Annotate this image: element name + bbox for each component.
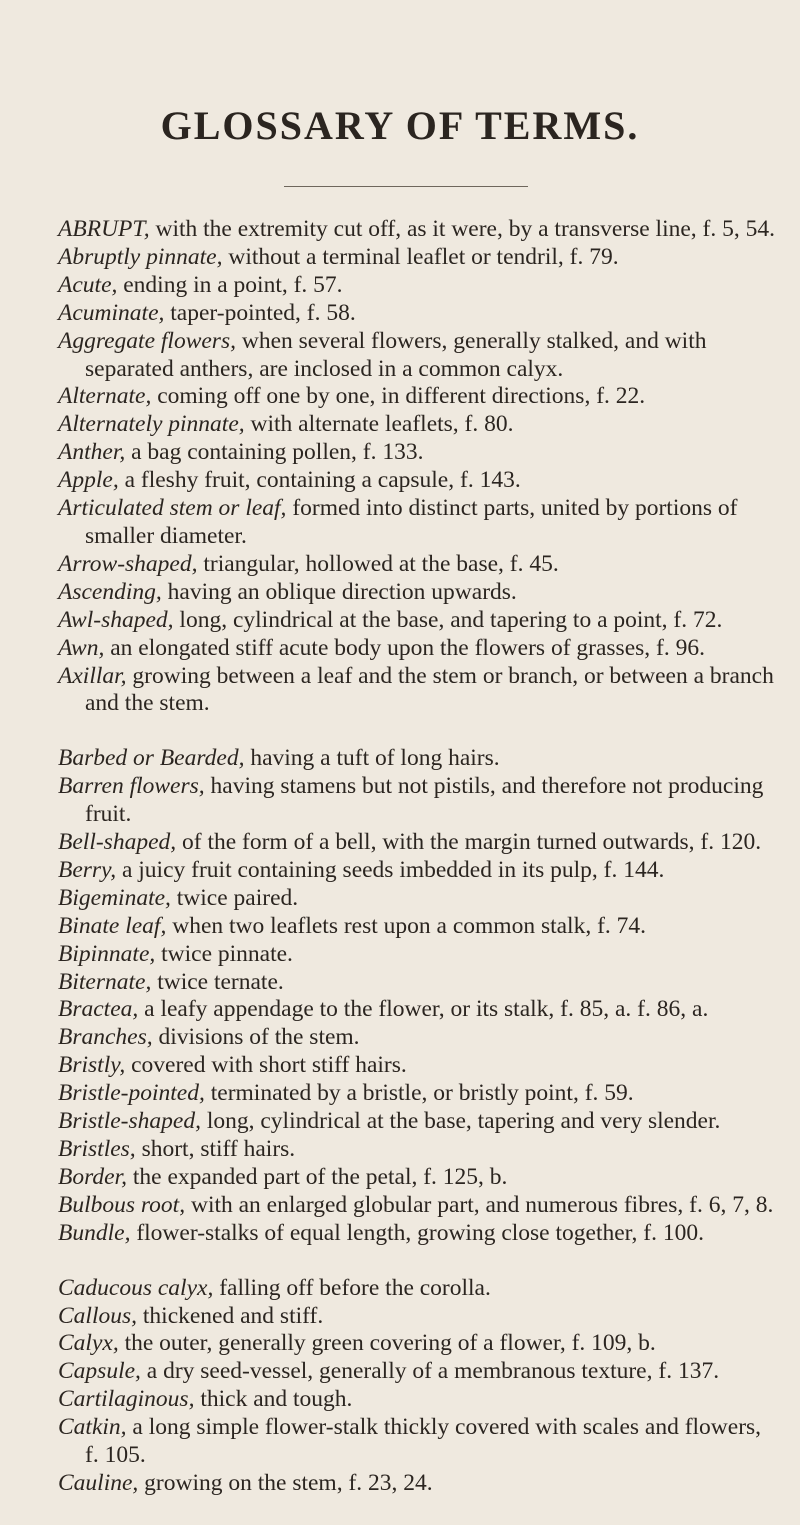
entry-term: Capsule, [58, 1358, 141, 1385]
entry-term: Barren flowers, [58, 773, 205, 800]
entry-term: Abruptly pinnate, [58, 243, 223, 270]
entry-term: Bractea, [58, 996, 139, 1023]
entry-definition: when several flowers, generally stalked, and with separated anthers, are inclosed in a common calyx. [85, 327, 707, 382]
entry-definition: short, stiff hairs. [135, 1136, 296, 1162]
entry-term: Border, [58, 1163, 127, 1190]
entry-definition: flower-stalks of equal length, growing close together, f. 100. [130, 1219, 704, 1246]
entry-term: Bigeminate, [58, 884, 171, 911]
entry-definition: an elongated stiff acute body upon the flowers of grasses, f. 96. [104, 634, 705, 661]
glossary-entry [58, 383, 780, 411]
entry-definition: a bag containing pollen, f. 133. [125, 439, 424, 466]
entry-definition: falling off before the corolla. [213, 1274, 491, 1301]
entry-definition: with alternate leaflets, f. 80. [244, 411, 514, 438]
entry-definition: twice ternate. [151, 968, 284, 995]
entry-term: Bristles, [58, 1136, 136, 1162]
entry-definition: coming off one by one, in different directions, f. 22. [151, 383, 646, 410]
entry-term: Apple, [58, 467, 119, 494]
glossary-entry [58, 1275, 780, 1303]
entry-term: Caducous calyx, [58, 1274, 214, 1301]
glossary-entry [58, 216, 780, 244]
entry-term: Callous, [58, 1302, 138, 1329]
glossary-entry [58, 579, 780, 607]
entry-definition: having an oblique direction upwards. [161, 578, 517, 605]
entry-definition: ending in a point, f. 57. [117, 271, 343, 298]
entry-definition: with an enlarged globular part, and numerous fibres, f. 6, 7, 8. [185, 1191, 774, 1218]
entry-term: Awn, [58, 634, 105, 661]
entry-definition: thickened and stiff. [137, 1302, 324, 1329]
entry-definition: a long simple flower-stalk thickly covered with scales and flowers, f. 105. [85, 1414, 762, 1469]
glossary-entry [58, 1052, 780, 1080]
entry-term: Branches, [58, 1024, 153, 1051]
glossary-entry [58, 1136, 780, 1164]
entry-term: Calyx, [58, 1330, 119, 1357]
entry-term: Berry, [58, 856, 117, 883]
entry-term: Bell-shaped, [58, 829, 177, 856]
entry-definition: the expanded part of the petal, f. 125, b. [126, 1163, 508, 1190]
glossary-entry [58, 551, 780, 579]
entry-definition: a dry seed-vessel, generally of a membranous texture, f. 137. [140, 1358, 720, 1385]
title-rule [284, 186, 528, 187]
glossary-entry [58, 913, 780, 941]
glossary-section [58, 216, 780, 718]
entry-term: Cauline, [58, 1469, 139, 1496]
glossary-section [58, 745, 780, 1247]
glossary-entry [58, 1470, 780, 1498]
entry-definition: terminated by a bristle, or bristly point, f. 59. [204, 1080, 634, 1107]
glossary-entry [58, 1358, 780, 1386]
glossary-entry [58, 941, 780, 969]
glossary-entry [58, 300, 780, 328]
glossary-entry [58, 272, 780, 300]
entry-definition: taper-pointed, f. 58. [164, 299, 356, 326]
entry-term: Bristly, [58, 1052, 126, 1079]
entry-definition: without a terminal leaflet or tendril, f. 79. [222, 243, 619, 270]
glossary-entry [58, 1386, 780, 1414]
glossary-entry [58, 244, 780, 272]
entry-term: Bristle-pointed, [58, 1080, 205, 1107]
glossary-entry [58, 1108, 780, 1136]
entry-definition: growing between a leaf and the stem or branch, or between a branch and the stem. [85, 662, 774, 717]
entry-definition: when two leaflets rest upon a common stalk, f. 74. [166, 912, 647, 939]
glossary-entry [58, 607, 780, 635]
entry-definition: triangular, hollowed at the base, f. 45. [197, 550, 559, 577]
glossary-entry [58, 328, 780, 384]
glossary-entry [58, 1330, 780, 1358]
entry-term: Ascending, [58, 578, 162, 605]
entry-definition: a leafy appendage to the flower, or its stalk, f. 85, a. f. 86, a. [138, 996, 709, 1023]
glossary-entry [58, 1220, 780, 1248]
entry-term: Bundle, [58, 1219, 131, 1246]
entry-term: Bipinnate, [58, 940, 156, 967]
entry-definition: twice pinnate. [155, 940, 293, 967]
glossary-entry [58, 1414, 780, 1470]
entry-definition: long, cylindrical at the base, and tapering to a point, f. 72. [173, 606, 723, 633]
entry-term: Anther, [58, 439, 126, 466]
glossary-entry [58, 467, 780, 495]
entry-term: Alternate, [58, 383, 152, 410]
entry-definition: twice paired. [170, 884, 299, 911]
entry-term: Awl-shaped, [58, 606, 174, 633]
entry-term: Axillar, [58, 662, 127, 689]
glossary-entry [58, 1303, 780, 1331]
entry-definition: thick and tough. [194, 1386, 353, 1413]
entry-definition: the outer, generally green covering of a flower, f. 109, b. [118, 1330, 656, 1357]
glossary-entry [58, 857, 780, 885]
entry-term: Acuminate, [58, 299, 165, 326]
glossary-entry [58, 663, 780, 719]
entry-definition: long, cylindrical at the base, tapering and very slender. [200, 1108, 721, 1135]
glossary-entry [58, 773, 780, 829]
page-title: GLOSSARY OF TERMS. [160, 103, 640, 148]
entry-term: Barbed or Bearded, [58, 745, 245, 772]
glossary-entry [58, 969, 780, 997]
glossary-entry [58, 411, 780, 439]
entry-term: Bristle-shaped, [58, 1108, 201, 1135]
entry-definition: formed into distinct parts, united by portions of smaller diameter. [85, 495, 738, 549]
entry-definition: having a tuft of long hairs. [244, 745, 500, 772]
glossary-entry [58, 439, 780, 467]
glossary-entry [58, 635, 780, 663]
glossary-entry [58, 495, 780, 551]
entry-term: Cartilaginous, [58, 1386, 195, 1413]
glossary-entry [58, 1080, 780, 1108]
glossary-entries [58, 216, 780, 1525]
entry-term: Biternate, [58, 968, 152, 995]
entry-definition: a juicy fruit containing seeds imbedded in its pulp, f. 144. [116, 856, 665, 883]
glossary-entry [58, 1024, 780, 1052]
entry-definition: with the extremity cut off, as it were, by a transverse line, f. 5, 54. [149, 216, 775, 242]
entry-definition: having stamens but not pistils, and therefore not producing fruit. [85, 773, 764, 828]
entry-term: Aggregate flowers, [58, 327, 236, 354]
glossary-entry [58, 1192, 780, 1220]
entry-definition: of the form of a bell, with the margin turned outwards, f. 120. [176, 829, 762, 856]
glossary-section [58, 1275, 780, 1498]
entry-definition: growing on the stem, f. 23, 24. [138, 1469, 433, 1496]
entry-definition: a fleshy fruit, containing a capsule, f. 143. [118, 467, 521, 494]
glossary-entry [58, 996, 780, 1024]
glossary-entry [58, 745, 780, 773]
entry-term: Bulbous root, [58, 1191, 186, 1218]
glossary-entry [58, 829, 780, 857]
entry-term: Acute, [58, 271, 118, 298]
entry-term: Articulated stem or leaf, [58, 495, 287, 522]
entry-definition: divisions of the stem. [152, 1024, 360, 1051]
entry-definition: covered with short stiff hairs. [125, 1052, 407, 1079]
entry-term: ABRUPT, [58, 216, 150, 242]
entry-term: Alternately pinnate, [58, 411, 245, 438]
entry-term: Catkin, [58, 1414, 127, 1441]
entry-term: Binate leaf, [58, 912, 167, 939]
glossary-entry [58, 885, 780, 913]
entry-term: Arrow-shaped, [58, 550, 198, 577]
glossary-entry [58, 1164, 780, 1192]
